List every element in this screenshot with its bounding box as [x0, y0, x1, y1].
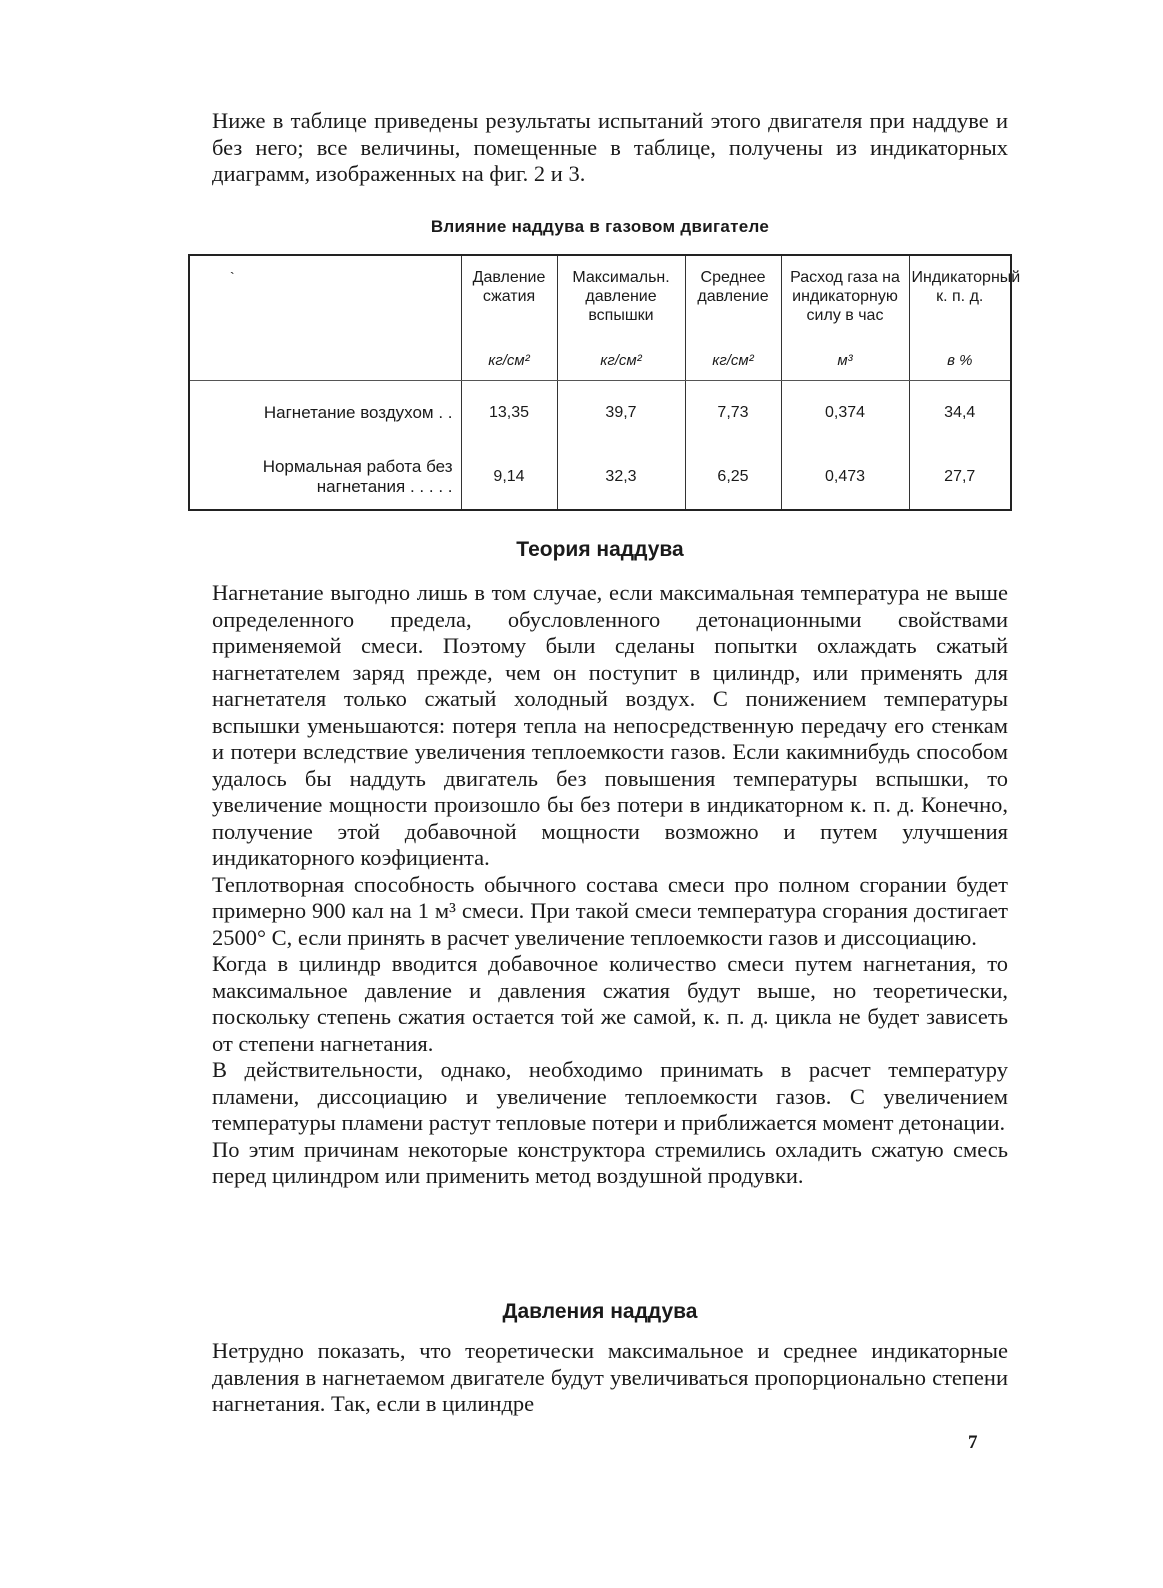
table-row: [189, 381, 1011, 446]
column-header: [557, 255, 685, 381]
intro-paragraph: Ниже в таблице приведены результаты испытаний этого двигателя при наддуве и без него; все величины, помещенные в таблице, получены из индикаторных диаграмм, изображенных на фиг. 2 и 3.: [212, 108, 1008, 186]
section-title-theory: Теория наддува: [516, 538, 684, 561]
table-row: [189, 445, 1011, 510]
column-header: [909, 255, 1021, 381]
corner-mark: `: [230, 269, 235, 285]
results-table-wrapper: [188, 254, 1021, 511]
results-table: [188, 254, 1021, 511]
row-label: Нагнетание воздухом . .: [189, 381, 461, 446]
column-header-label: Максимальн. давление вспышки: [572, 269, 670, 324]
table-cell: 7,73: [685, 381, 781, 446]
column-header-label: Индикаторный к. п. д.: [911, 269, 1021, 305]
page-number: 7: [968, 1432, 978, 1453]
theory-paragraph: Нагнетание выгодно лишь в том случае, если максимальная температура не выше определенного предела, обусловленного детонационными свойствами применяемой смеси. Поэтому были сделаны попытки охлаждать сжатый нагнетателем заряд прежде, чем он поступит в цилиндр, или применять для нагнетателя только сжатый холодный воздух. С понижением температуры вспышки уменьшаются: потеря тепла на непосредственную передачу его стенкам и потери вследствие увеличения теплоемкости газов. Если какимнибудь способом удалось бы наддуть двигатель без повышения температуры вспышки, то увеличение мощности произошло бы без потери в индикаторном к. п. д. Конечно, получение этой добавочной мощности возможно и путем улучшения индикаторного коэфициента.: [212, 580, 1008, 870]
column-header-unit: кг/см²: [600, 352, 642, 369]
table-cell: 0,473: [781, 445, 909, 510]
column-header-label: Давление сжатия: [472, 269, 546, 305]
theory-paragraph: Теплотворная способность обычного состава смеси про полном сгорании будет примерно 900 кал на 1 м³ смеси. При такой смеси температура сгорания достигает 2500° С, если принять в расчет увеличение теплоемкости газов и диссоциацию.: [212, 871, 1008, 950]
theory-section: [212, 580, 1008, 1190]
theory-paragraph: По этим причинам некоторые конструктора стремились охладить сжатую смесь перед цилиндром или применить метод воздушной продувки.: [212, 1136, 1008, 1188]
section-title-pressure: Давления наддува: [502, 1300, 698, 1323]
column-header-unit: кг/см²: [712, 352, 754, 369]
row-label: Нормальная работа без нагнетания . . . . .: [189, 445, 461, 510]
column-header: [781, 255, 909, 381]
column-header-label: Среднее давление: [697, 269, 769, 305]
column-header-unit: кг/см²: [488, 352, 530, 369]
table-cell: 32,3: [557, 445, 685, 510]
table-cell: 27,7: [909, 445, 1011, 510]
table-cell: 9,14: [461, 445, 557, 510]
theory-paragraph: В действительности, однако, необходимо принимать в расчет температуру пламени, диссоциацию и увеличение теплоемкости газов. С увеличением температуры пламени растут тепловые потери и приближается момент детонации.: [212, 1057, 1008, 1135]
theory-paragraph: Когда в цилиндр вводится добавочное количество смеси путем нагнетания, то максимальное давление и давления сжатия будут выше, но теоретически, поскольку степень сжатия остается той же самой, к. п. д. цикла не будет зависеть от степени нагнетания.: [212, 951, 1008, 1056]
table-cell: 13,35: [461, 381, 557, 446]
table-header-row: [189, 255, 1011, 381]
column-header-label: Расход газа на индикаторную силу в час: [790, 269, 900, 324]
table-cell: 6,25: [685, 445, 781, 510]
table-caption: Влияние наддува в газовом двигателе: [430, 217, 770, 236]
table-cell: 34,4: [909, 381, 1011, 446]
column-header: [685, 255, 781, 381]
column-header-unit: м³: [837, 352, 853, 369]
pressure-paragraph: Нетрудно показать, что теоретически максимальное и среднее индикаторные давления в нагнетаемом двигателе будут увеличиваться пропорционально степени нагнетания. Так, если в цилиндре: [212, 1338, 1008, 1416]
column-header: [461, 255, 557, 381]
column-header-unit: в %: [947, 352, 973, 369]
table-cell: 39,7: [557, 381, 685, 446]
table-cell: 0,374: [781, 381, 909, 446]
header-corner: [189, 255, 461, 381]
pressure-section: [212, 1338, 1008, 1418]
intro-block: [212, 108, 1008, 188]
